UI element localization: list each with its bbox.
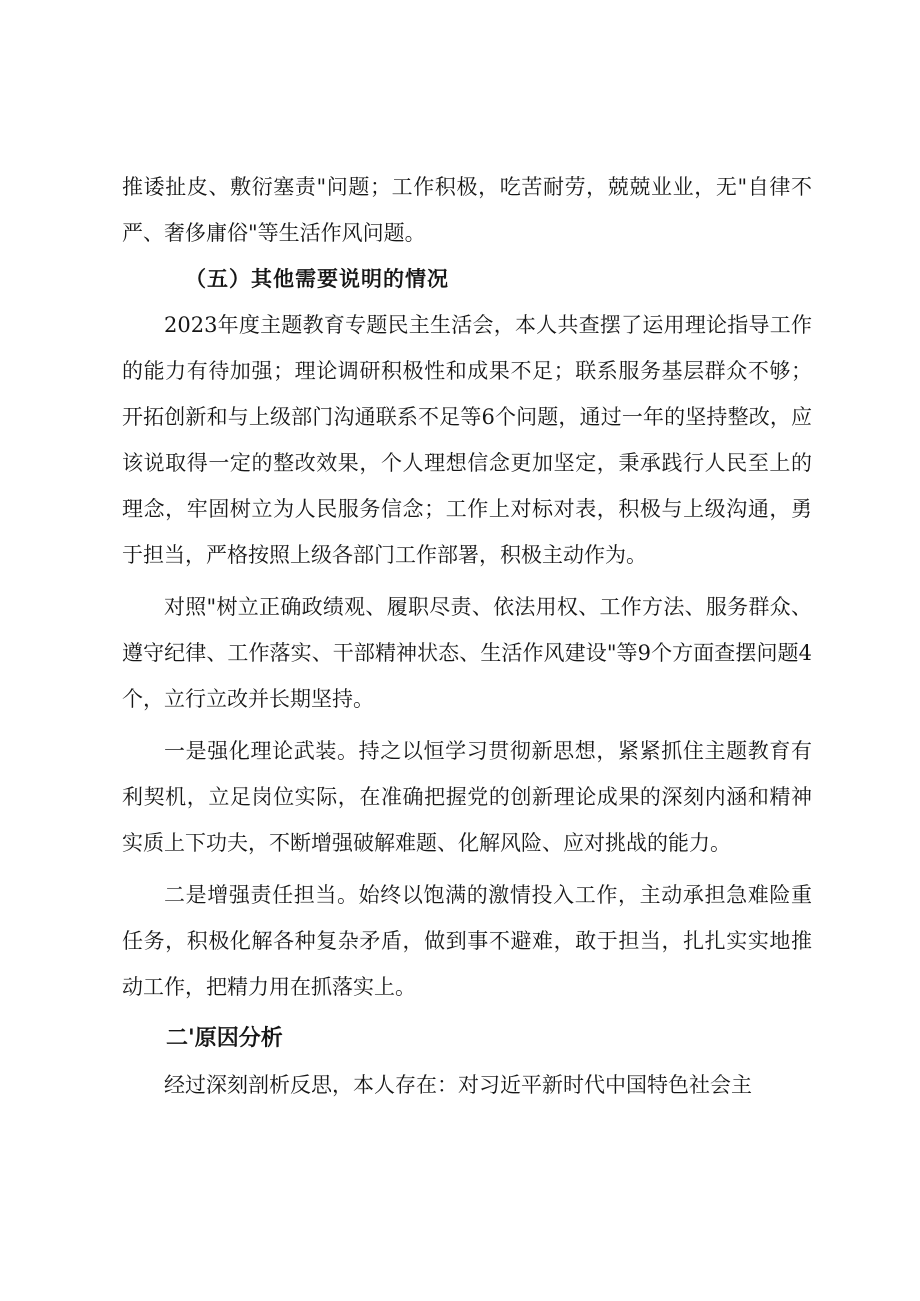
paragraph-2023-review: 2023年度主题教育专题民主生活会，本人共查摆了运用理论指导工作的能力有待加强；理论调研积极性和成果不足；联系服务基层群众不够；开拓创新和与上级部门沟通联系不足等6个问题，通过一年的坚持整改，应该说取得一定的整改效果，个人理想信念更加坚定，秉承践行人民至上的理念，牢固树立为人民服务信念；工作上对标对表，积极与上级沟通，勇于担当，严格按照上级各部门工作部署，积极主动作为。: [122, 313, 812, 567]
paragraph-continuation: 推诿扯皮、敷衍塞责"问题；工作积极，吃苦耐劳，兢兢业业，无"自律不严、奢侈庸俗"等生活作风问题。: [122, 175, 812, 245]
paragraph-theory-arming: 一是强化理论武装。持之以恒学习贯彻新思想，紧紧抓住主题教育有利契机，立足岗位实际，在准确把握党的创新理论成果的深刻内涵和精神实质上下功夫，不断增强破解难题、化解风险、应对挑战的能力。: [122, 739, 812, 855]
document-body: [122, 164, 812, 1108]
paragraph-reason: 经过深刻剖析反思，本人存在：对习近平新时代中国特色社会主: [164, 1073, 752, 1097]
section-heading-cause-analysis: 二'原因分析: [166, 1026, 283, 1051]
subheading-other-situations: （五）其他需要说明的情况: [185, 266, 449, 291]
paragraph-comparison: 对照"树立正确政绩观、履职尽责、依法用权、工作方法、服务群众、遵守纪律、工作落实、干部精神状态、生活作风建设"等9个方面查摆问题4个，立行立改并长期坚持。: [122, 595, 812, 711]
paragraph-responsibility: 二是增强责任担当。始终以饱满的激情投入工作，主动承担急难险重任务，积极化解各种复杂矛盾，做到事不避难，敢于担当，扎扎实实地推动工作，把精力用在抓落实上。: [122, 883, 812, 999]
